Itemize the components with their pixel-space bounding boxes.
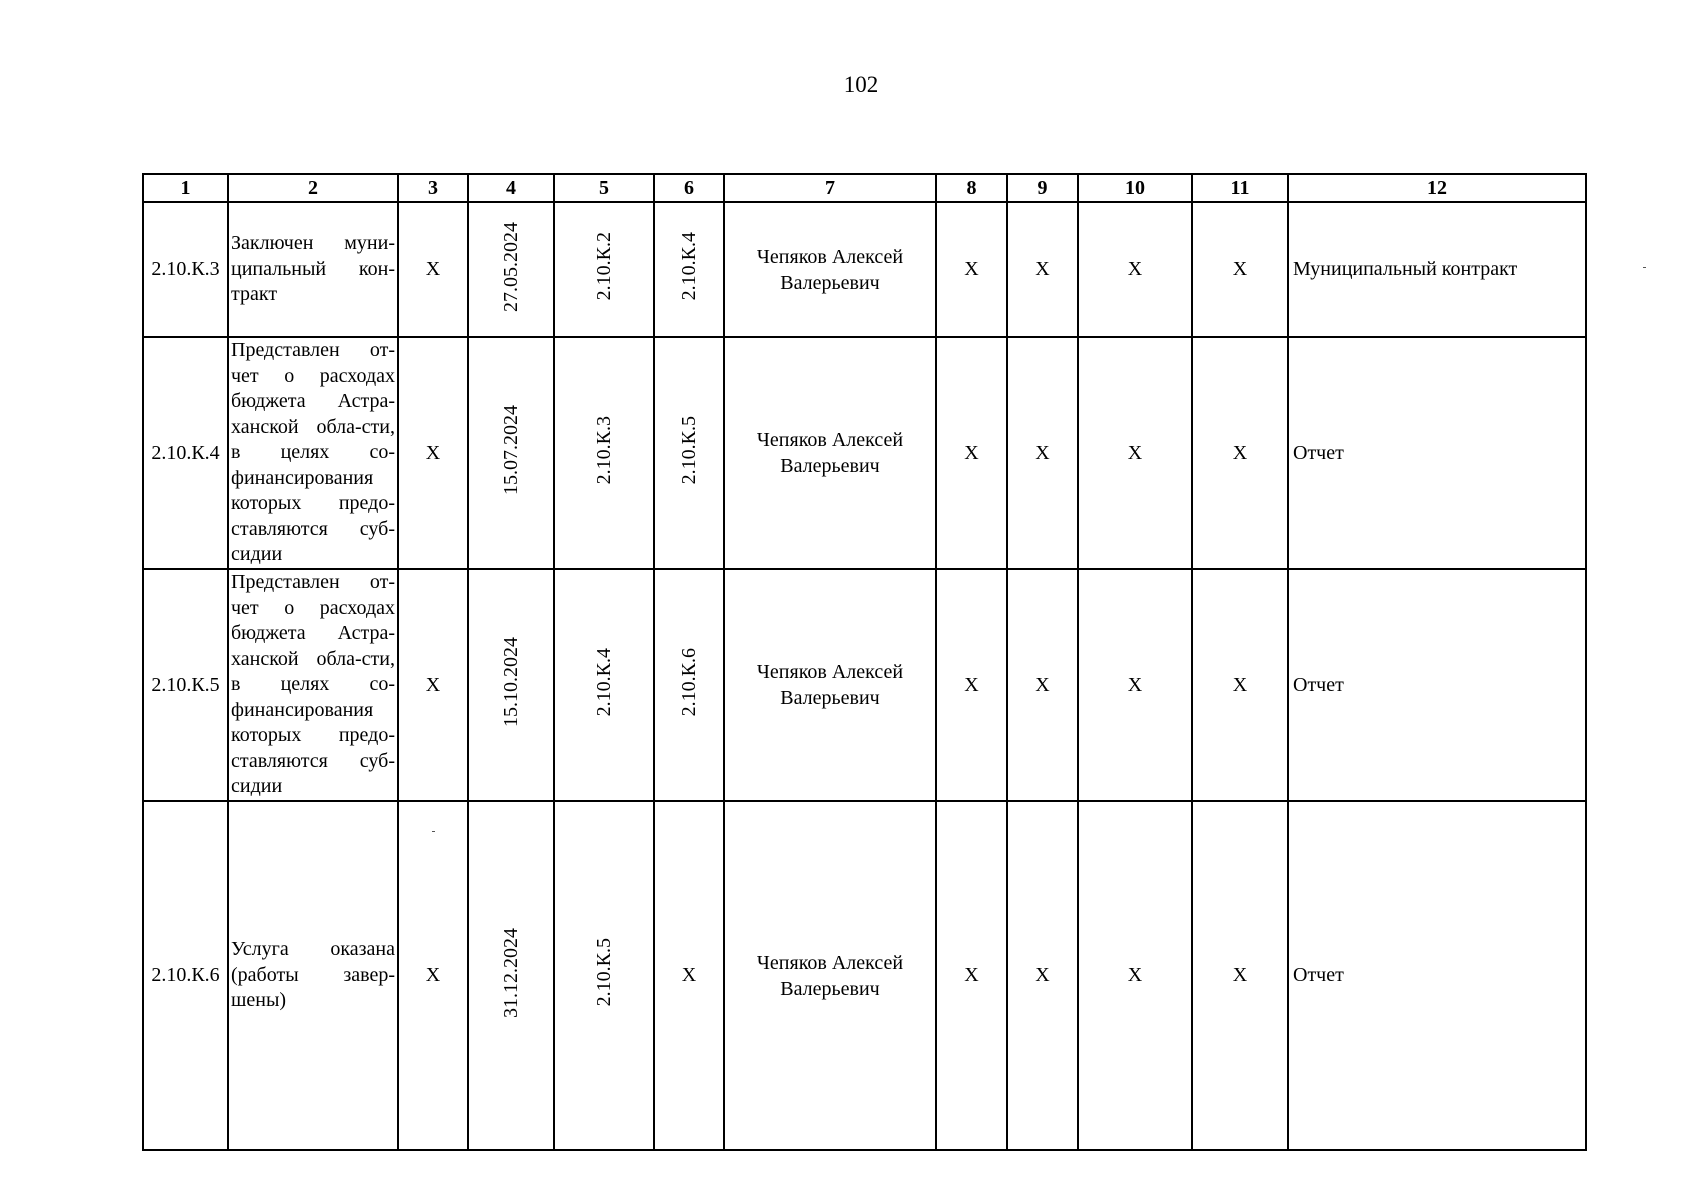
row-col3: X [398,202,468,337]
header-cell: 10 [1078,174,1192,202]
row-date: 15.10.2024 [499,637,522,727]
row-prev: 2.10.К.2 [592,232,615,301]
row-col11: X [1192,801,1288,1150]
header-cell: 11 [1192,174,1288,202]
row-prev: 2.10.К.5 [592,938,615,1007]
row-prev: 2.10.К.3 [592,415,615,485]
row-next-cell [654,337,724,569]
row-date: 27.05.2024 [499,221,522,312]
row-col3: X [398,801,468,1150]
row-prev-cell [554,202,654,337]
row-col8: X [936,337,1007,569]
header-cell: 4 [468,174,554,202]
row-date-cell [468,202,554,337]
row-result: Муниципальный контракт [1288,202,1586,337]
header-cell: 9 [1007,174,1078,202]
table-row [143,801,1586,1150]
row-next: 2.10.К.6 [677,647,700,717]
header-row [143,174,1586,202]
row-col8: X [936,569,1007,801]
row-col11: X [1192,569,1288,801]
row-col10: X [1078,202,1192,337]
row-col11: X [1192,202,1288,337]
row-code: 2.10.К.4 [143,337,228,569]
page-number: 102 [843,72,879,97]
row-col11: X [1192,337,1288,569]
row-col10: X [1078,337,1192,569]
row-result: Отчет [1288,801,1586,1150]
row-code: 2.10.К.6 [143,801,228,1150]
row-col9: X [1007,337,1078,569]
table-row [143,569,1586,801]
scan-speck [432,831,435,832]
row-date: 31.12.2024 [499,927,522,1018]
row-col10: X [1078,801,1192,1150]
table-row [143,202,1586,337]
row-prev-cell [554,569,654,801]
row-next-cell [654,202,724,337]
row-description: Заключен муни-ципальный кон-тракт [228,202,398,337]
row-code: 2.10.К.5 [143,569,228,801]
row-code: 2.10.К.3 [143,202,228,337]
row-description: Представлен от-чет о расходах бюджета Астра-ханской обла-сти, в целях со-финансирования которых предо-ставляются суб-сидии [228,569,398,801]
row-col3: X [398,569,468,801]
row-person: Чепяков Алексей Валерьевич [724,801,936,1150]
header-cell: 3 [398,174,468,202]
row-next: 2.10.К.4 [677,232,700,301]
row-date-cell [468,337,554,569]
row-col9: X [1007,569,1078,801]
header-cell: 5 [554,174,654,202]
row-next-cell [654,569,724,801]
row-description: Представлен от-чет о расходах бюджета Астра-ханской обла-сти, в целях со-финансирования которых предо-ставляются суб-сидии [228,337,398,569]
row-prev: 2.10.К.4 [592,647,615,717]
row-date-cell [468,569,554,801]
row-next: 2.10.К.5 [677,415,700,485]
row-col9: X [1007,801,1078,1150]
row-description: Услуга оказана (работы завер-шены) [228,801,398,1150]
row-col8: X [936,202,1007,337]
row-result: Отчет [1288,337,1586,569]
row-prev-cell [554,801,654,1150]
row-col8: X [936,801,1007,1150]
scan-speck [1643,267,1646,268]
table-row [143,337,1586,569]
row-date: 15.07.2024 [499,405,522,495]
row-col10: X [1078,569,1192,801]
row-date-cell [468,801,554,1150]
row-prev-cell [554,337,654,569]
header-cell: 12 [1288,174,1586,202]
header-cell: 7 [724,174,936,202]
row-result: Отчет [1288,569,1586,801]
row-person: Чепяков Алексей Валерьевич [724,337,936,569]
data-table [142,173,1587,1151]
row-next: X [654,801,724,1150]
row-person: Чепяков Алексей Валерьевич [724,569,936,801]
row-col9: X [1007,202,1078,337]
header-cell: 1 [143,174,228,202]
row-person: Чепяков Алексей Валерьевич [724,202,936,337]
header-cell: 2 [228,174,398,202]
header-cell: 6 [654,174,724,202]
row-col3: X [398,337,468,569]
header-cell: 8 [936,174,1007,202]
